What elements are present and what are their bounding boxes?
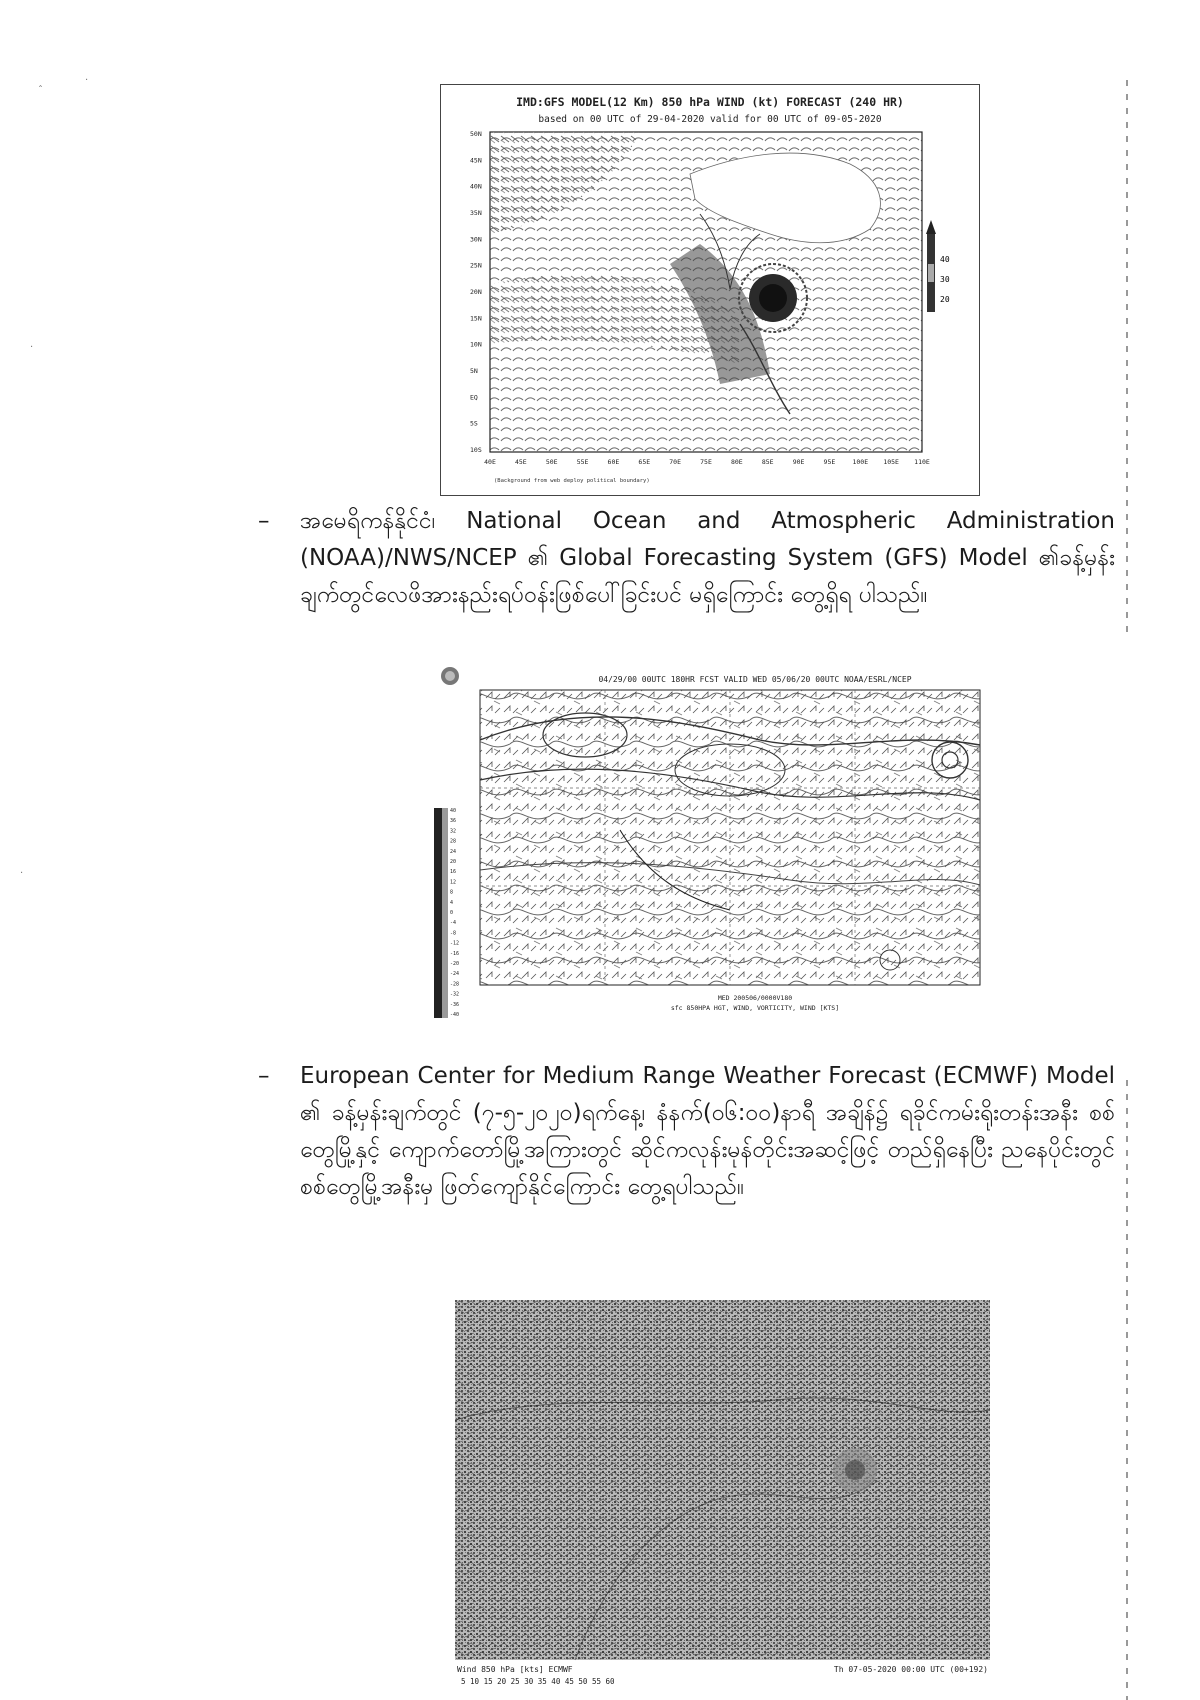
figure2-footer-line2: sfc 850HPA HGT, WIND, VORTICITY, WIND [KTS] <box>670 1004 840 1012</box>
scale-tick-label: 20 <box>450 859 457 865</box>
scale-tick-label: 16 <box>450 869 457 876</box>
longitude-tick-label: 100E <box>852 458 869 466</box>
scale-tick-label: 36 <box>450 818 457 825</box>
scale-tick-label: -36 <box>450 1001 460 1008</box>
scale-tick-label: 40 <box>450 808 457 814</box>
scale-tick-label: -4 <box>450 920 457 927</box>
latitude-tick-label: 45N <box>470 156 482 165</box>
scale-tick-label: -16 <box>450 950 460 957</box>
scale-tick-label: -20 <box>450 961 460 967</box>
noaa-ncep-forecast-figure <box>430 660 990 1030</box>
scale-tick-label: 8 <box>450 889 454 896</box>
scale-tick-label: 4 <box>450 899 454 906</box>
scale-tick-label: -40 <box>450 1012 460 1018</box>
longitude-tick-label: 95E <box>823 458 836 466</box>
longitude-tick-label: 50E <box>545 458 558 466</box>
scale-tick-label: -24 <box>450 971 460 978</box>
latitude-tick-label: 35N <box>470 209 482 217</box>
scale-tick-label: -8 <box>450 930 457 937</box>
scale-tick-label: -32 <box>450 991 460 998</box>
longitude-tick-label: 85E <box>761 458 774 466</box>
latitude-tick-label: EQ <box>470 393 478 402</box>
scale-tick-label: 12 <box>450 879 457 886</box>
noaa-ncep-forecast-map <box>430 660 990 1030</box>
scale-tick-label: 0 <box>450 910 454 916</box>
longitude-tick-label: 105E <box>883 458 899 466</box>
scan-speck: ˆ <box>38 85 43 96</box>
scale-tick-label: 32 <box>450 828 457 835</box>
longitude-tick-label: 80E <box>730 458 743 466</box>
noaa-gfs-text: အမေရိကန်နိုင်ငံ၊ National Ocean and Atmospheric Administration (NOAA)/NWS/NCEP ၏ Global Forecasting System (GFS) Model ၏ခန့်မှန်းချက်တွင်လေဖိအားနည်းရပ်ဝန်းဖြစ်ပေါ်ခြင်းပင် မရှိကြောင်း တွေ့ရှိရ ပါသည်။ <box>300 508 1115 608</box>
ecmwf-wind-figure <box>455 1300 990 1695</box>
figure2-plot-area <box>480 690 980 985</box>
imd-gfs-wind-figure <box>440 84 980 496</box>
noaa-gfs-paragraph <box>258 503 1115 614</box>
figure3-caption-left: Wind 850 hPa [kts] ECMWF <box>457 1665 573 1674</box>
figure3-caption-right: Th 07-05-2020 00:00 UTC (00+192) <box>833 1665 988 1674</box>
ecmwf-text: European Center for Medium Range Weather Forecast (ECMWF) Model ၏ ခန့်မှန်းချက်တွင် (၇-၅-၂၀၂၀)ရက်နေ့၊ နံနက်(၀၆:၀၀)နာရီ အချိန်၌ ရခိုင်ကမ်းရိုးတန်းအနီး စစ်တွေမြို့နှင့် ကျောက်တော်မြို့အကြားတွင် ဆိုင်ကလုန်းမုန်တိုင်းအဆင့်ဖြင့် တည်ရှိနေပြီး ညနေပိုင်းတွင် စစ်တွေမြို့အနီးမှ ဖြတ်ကျော်နိုင်ကြောင်း တွေ့ရပါသည်။ <box>300 1063 1115 1200</box>
longitude-tick-label: 75E <box>700 458 712 466</box>
longitude-tick-label: 55E <box>576 458 589 466</box>
scan-speck: · <box>85 75 89 86</box>
scan-speck: · <box>20 868 24 879</box>
figure1-longitude-axis <box>484 458 930 466</box>
figure2-header: 04/29/00 00UTC 180HR FCST VALID WED 05/06/20 00UTC NOAA/ESRL/NCEP <box>598 675 912 684</box>
longitude-tick-label: 65E <box>638 458 651 466</box>
latitude-tick-label: 30N <box>470 235 482 244</box>
latitude-tick-label: 10S <box>470 446 482 454</box>
latitude-tick-label: 15N <box>470 314 482 323</box>
scale-label: 40 <box>940 255 950 264</box>
ecmwf-paragraph <box>258 1058 1115 1206</box>
latitude-tick-label: 5S <box>470 419 478 428</box>
scale-tick-label: -12 <box>450 940 460 947</box>
latitude-tick-label: 40N <box>470 182 482 191</box>
longitude-tick-label: 70E <box>669 458 682 466</box>
imd-gfs-wind-chart <box>440 84 980 496</box>
latitude-tick-label: 5N <box>470 367 478 375</box>
figure1-title: IMD:GFS MODEL(12 Km) 850 hPa WIND (kt) FORECAST (240 HR) <box>516 95 904 109</box>
scale-tick-label: -28 <box>450 981 460 988</box>
figure1-plot-area <box>490 132 922 452</box>
longitude-tick-label: 60E <box>607 458 620 466</box>
latitude-tick-label: 25N <box>470 261 482 270</box>
figure1-subtitle: based on 00 UTC of 29-04-2020 valid for 00 UTC of 09-05-2020 <box>538 114 882 125</box>
scale-label: 20 <box>940 295 950 304</box>
figure2-footer-line1: MED 200506/0000V180 <box>717 994 793 1002</box>
latitude-tick-label: 10N <box>470 340 482 349</box>
figure3-legend: 5 10 15 20 25 30 35 40 45 50 55 60 <box>461 1677 615 1686</box>
scale-tick-label: 24 <box>450 848 457 855</box>
latitude-tick-label: 20N <box>470 288 482 296</box>
longitude-tick-label: 110E <box>914 458 930 466</box>
longitude-tick-label: 40E <box>484 458 496 466</box>
bullet-dash: – <box>258 508 270 534</box>
scan-edge-line <box>1126 1080 1128 1700</box>
figure2-color-scale <box>434 808 459 1018</box>
scan-speck: · <box>30 342 34 353</box>
ecmwf-wind-map <box>455 1300 990 1695</box>
longitude-tick-label: 90E <box>792 458 805 466</box>
figure1-footnote: (Background from web deploy political boundary) <box>494 478 650 484</box>
bullet-dash: – <box>258 1063 270 1089</box>
scale-tick-label: 28 <box>450 838 457 845</box>
scale-label: 30 <box>940 275 950 284</box>
figure3-plot-area <box>455 1300 990 1660</box>
longitude-tick-label: 45E <box>514 458 527 466</box>
latitude-tick-label: 50N <box>470 130 482 138</box>
scan-edge-line <box>1126 80 1128 640</box>
